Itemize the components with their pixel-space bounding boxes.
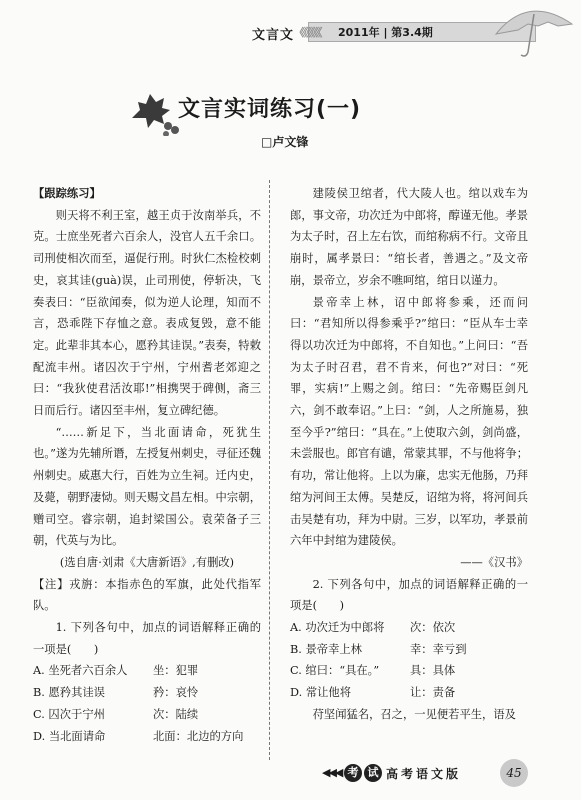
option-text: D. 当北面请命 [33,729,106,743]
option-text: A. 功次迁为中郎将 [290,621,385,635]
magazine-name: 高考语文版 [386,767,462,781]
paragraph: 景帝幸上林，诏中郎将参乘，还而问曰：“君知所以得参乘乎?”绾曰：“臣从车士幸得以功次迁为中郎将，不自知也。”上问曰：“吾为太子时召君，君不肯来，何也?”对曰：“死罪，实病!”上赐之剑。绾曰：“先帝赐臣剑凡六，剑不敢奉诏。”上曰：“剑，人之所施易，独至今乎?”绾曰：“具在。”上使取六剑，剑尚盛，未尝服也。郎官有谴，常蒙其罪，不与他将争；有功，常让他将。上以为廉，忠实无他肠，乃拜绾为河间王太傅。吴楚反，诏绾为将，将河间兵击吴楚有功，拜为中尉。三岁，以军功，孝景前六年中封绾为建陵侯。 [290,295,528,548]
answer-option [33,726,261,748]
footer-badge: 试 [364,764,382,782]
header-arrows: 《《《《《《 [294,26,321,39]
umbrella-icon [488,0,578,60]
column-divider [269,180,271,760]
option-text: C. 囚次于宁州 [33,707,105,721]
section-heading: 【跟踪练习】 [33,187,101,200]
paragraph: 则天将不利王室，越王贞于汝南举兵，不克。士庶坐死者六百余人，没官人五千余口。司刑使相次而至，逼促行刑。时狄仁杰检校刺史，哀其诖(guà)误，止司刑使，停斩决，飞奏表曰：“臣欲闻奏，似为逆人论理，知而不言，恐乖陛下存恤之意。表成复毁，意不能定。此辈非其本心，愿矜其诖误。”表奏，特敕配流丰州。诸囚次于宁州，宁州耆老郊迎之曰：“我狄使君活汝耶!”相携哭于碑侧，斋三日而后行。诸囚至丰州，复立碑纪德。 [33,208,261,418]
option-text: A. 坐死者六百余人 [33,664,128,678]
paragraph: 1. 下列各句中，加点的词语解释正确的一项是( ) [33,621,261,656]
paragraph: 建陵侯卫绾者，代大陵人也。绾以戏车为郎，事文帝，功次迁为中郎将，醇谨无他。孝景为太子时，召上左右饮，而绾称病不行。文帝且崩时，属孝景曰：“绾长者，善遇之。”及文帝崩，景帝立，岁余不噍呵绾，绾日以谨力。 [290,187,528,287]
page-footer [322,763,522,785]
author-name: □卢文锋 [261,135,309,149]
source-citation: (选自唐·刘肃《大唐新语》,有删改) [59,555,235,569]
answer-option [33,660,261,682]
answer-option [290,660,528,682]
option-gloss: 矜：哀怜 [153,686,199,700]
option-text: C. 绾曰：“具在。” [290,664,380,678]
answer-option [290,682,528,704]
option-gloss: 次：依次 [410,621,456,635]
option-gloss: 北面：北边的方向 [153,729,244,743]
answer-option [290,639,528,661]
option-gloss: 次：陆续 [153,707,199,721]
footer-badge: 考 [344,764,362,782]
option-text: D. 常让他将 [290,686,352,700]
option-gloss: 具：具体 [410,664,456,678]
page-title: 文言实词练习(一) [178,97,362,122]
section-name: 文言文 [252,28,295,43]
footer-arrows: ◀◀◀ [322,766,342,779]
answer-option [290,617,528,639]
option-gloss: 坐：犯罪 [153,664,199,678]
source-citation: ——《汉书》 [460,555,528,569]
paragraph: 苻坚闻猛名，召之，一见便若平生，语及 [312,707,516,721]
right-column [290,183,528,726]
paragraph: 2. 下列各句中，加点的词语解释正确的一项是( ) [290,577,528,613]
answer-option [33,704,261,726]
note: 【注】戎旃：本指赤色的军旗，此处代指军队。 [33,577,261,613]
paragraph: “……新足下，当北面请命，死犹生也。”遂为先辅所谮，左授复州刺史，寻征还魏州刺史。威惠大行，百姓为立生祠。迁内史，及薨，朝野凄恸。则天赐文昌左相。中宗朝，赠司空。睿宗朝，追封梁国公。袁荣备子三朝，代英与为比。 [33,425,261,548]
option-gloss: 让：责备 [410,686,456,700]
option-text: B. 愿矜其诖误 [33,686,105,700]
title-area [126,88,446,136]
option-gloss: 幸：幸亏到 [410,642,467,656]
issue-label: 2011年 | 第3.4期 [338,26,433,39]
answer-option [33,682,261,704]
holly-leaf-icon [126,88,182,136]
page-number: 45 [500,759,528,787]
option-text: B. 景帝幸上林 [290,642,362,656]
left-column [33,183,261,747]
